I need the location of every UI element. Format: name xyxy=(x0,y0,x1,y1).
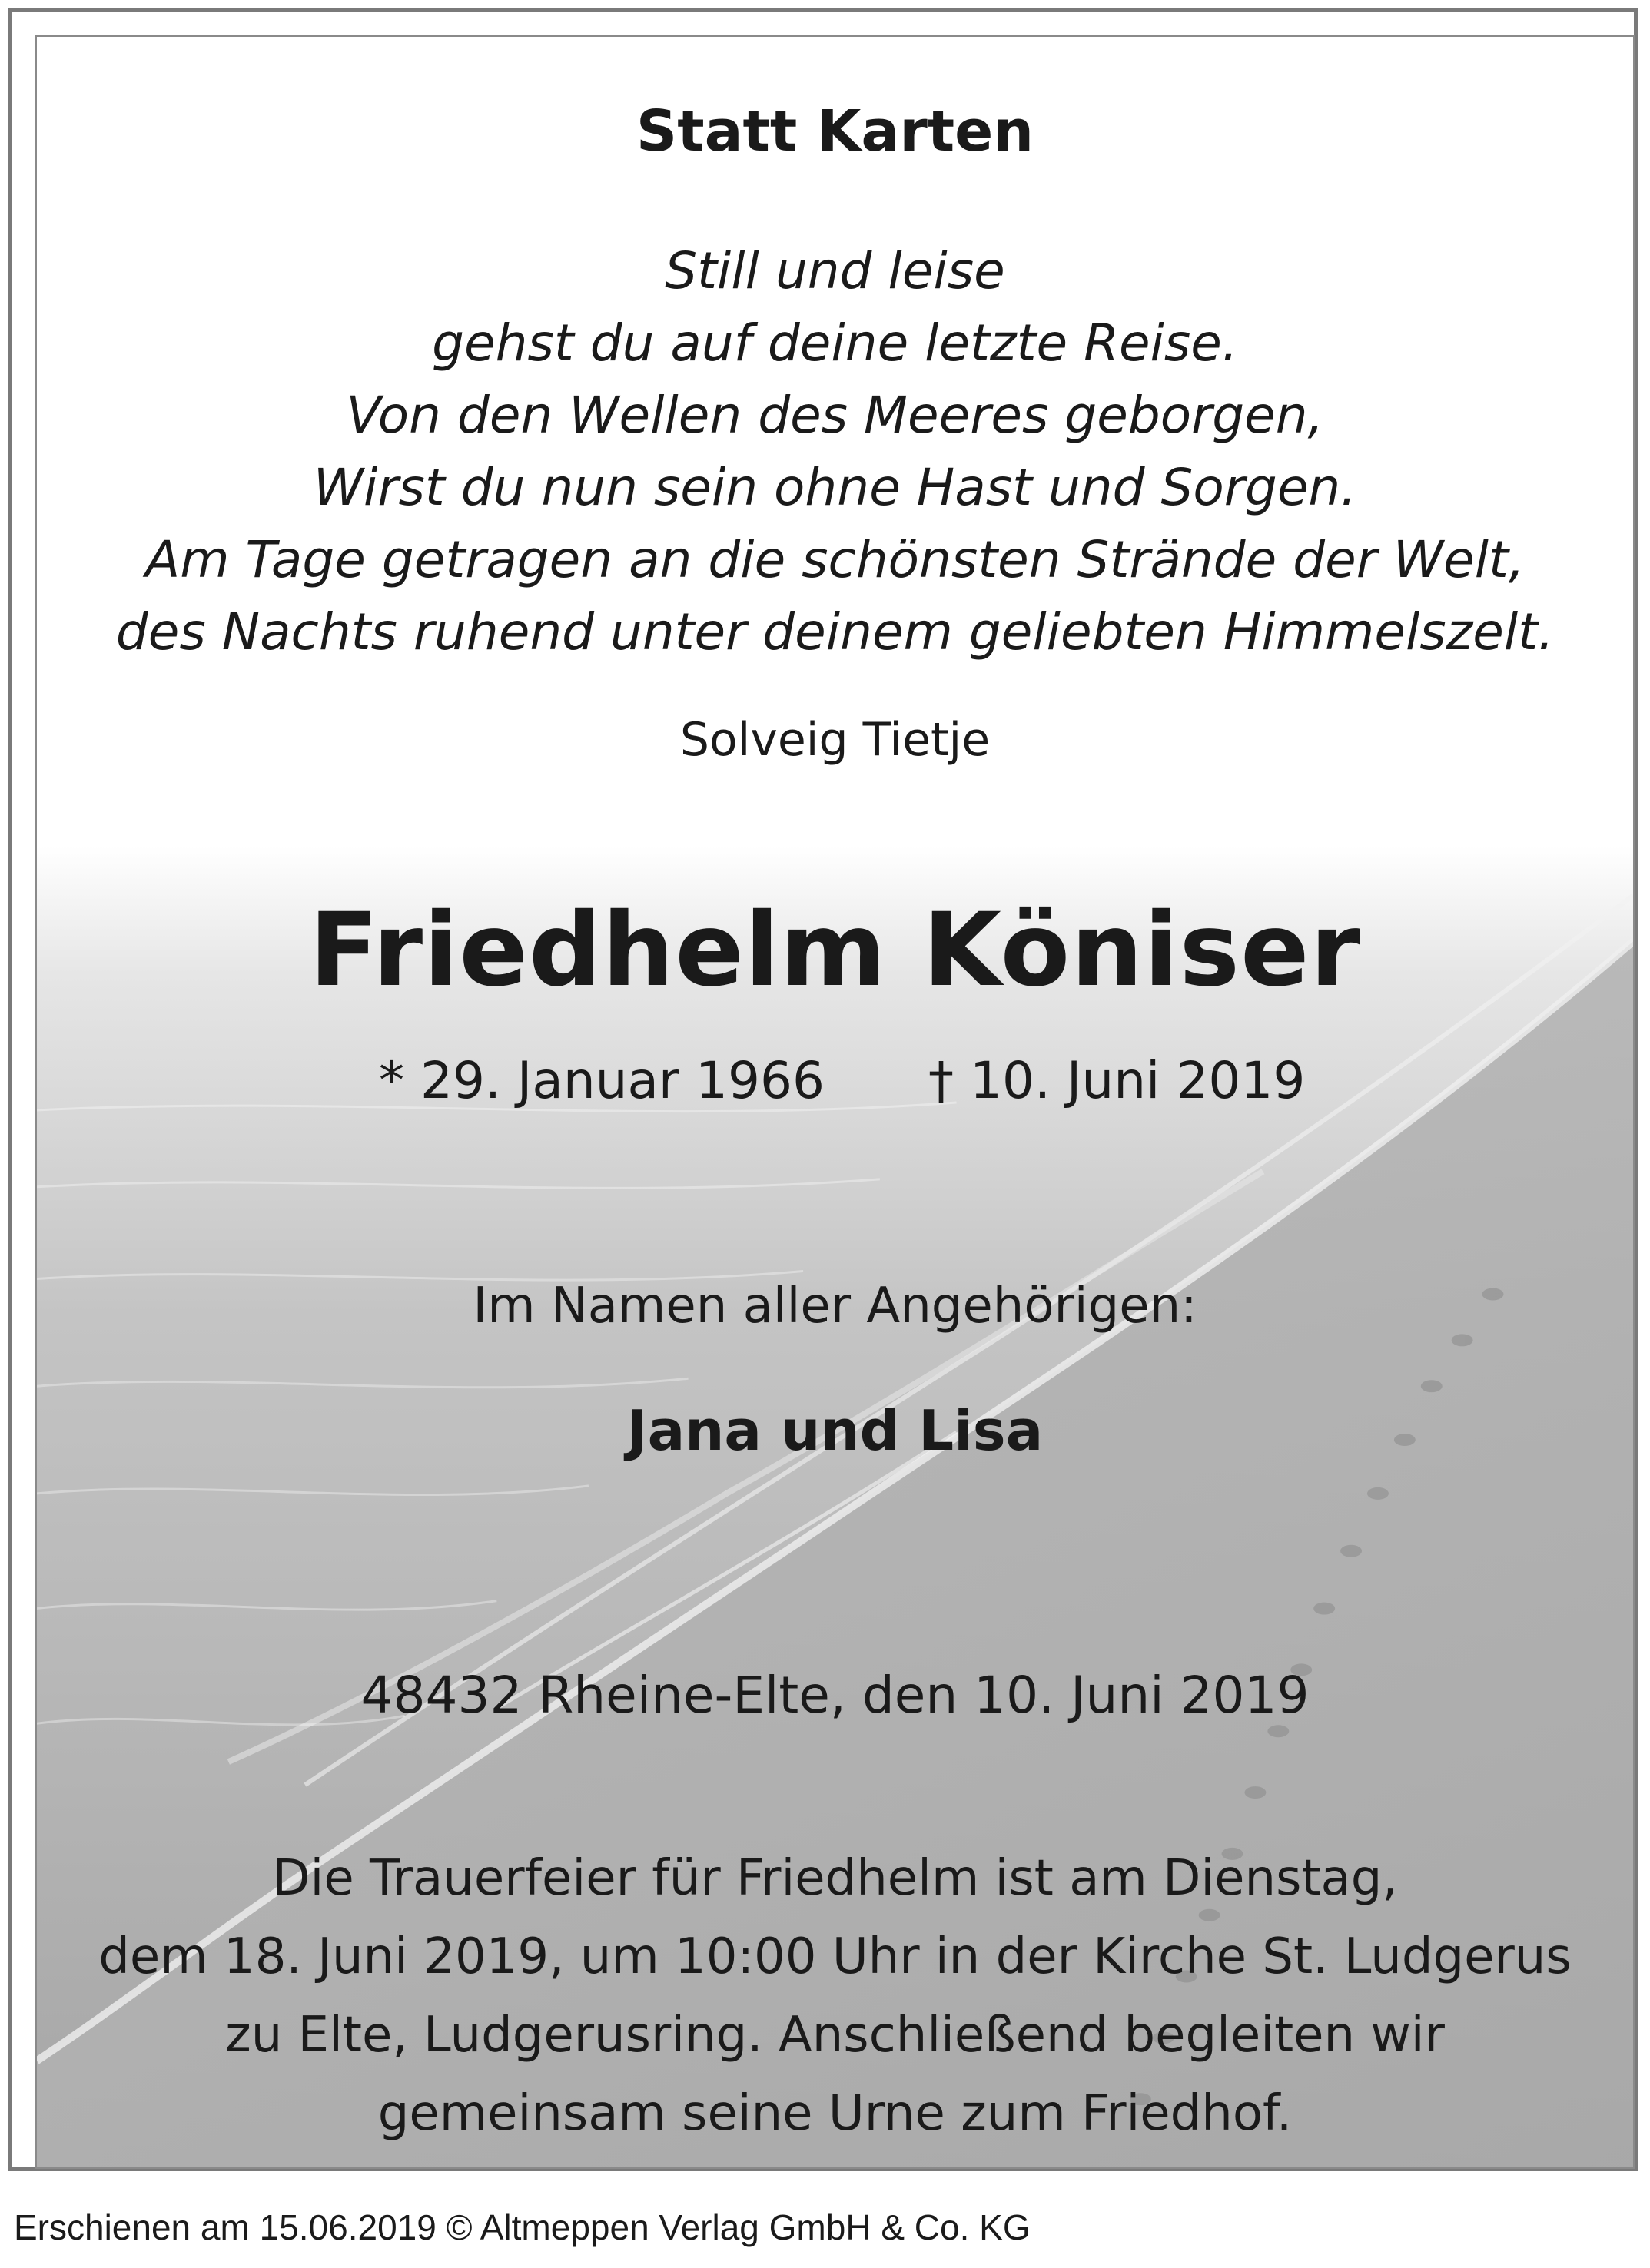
poem-line: des Nachts ruhend unter deinem geliebten Himmelszelt. xyxy=(115,602,1555,662)
notice-content xyxy=(37,37,1633,2167)
life-dates xyxy=(37,1051,1633,1120)
poem-line: gehst du auf deine letzte Reise. xyxy=(432,313,1238,373)
notice-heading: Statt Karten xyxy=(636,98,1034,164)
ceremony-line: dem 18. Juni 2019, um 10:00 Uhr in der Kirche St. Ludgerus xyxy=(98,1928,1572,1985)
ceremony-line: Die Trauerfeier für Friedhelm ist am Dienstag, xyxy=(272,1850,1398,1907)
ceremony-line: gemeinsam seine Urne zum Friedhof. xyxy=(377,2085,1293,2142)
notice-outer-frame xyxy=(8,8,1638,2171)
poem-line: Am Tage getragen an die schönsten Strände der Welt, xyxy=(145,530,1525,589)
poem-line: Von den Wellen des Meeres geborgen, xyxy=(346,386,1324,445)
poem-author: Solveig Tietje xyxy=(679,713,991,767)
ceremony-line: zu Elte, Ludgerusring. Anschließend begleiten wir xyxy=(225,2007,1445,2064)
publication-footer: Erschienen am 15.06.2019 © Altmeppen Verlag GmbH & Co. KG xyxy=(14,2207,1031,2247)
deceased-name: Friedhelm Köniser xyxy=(309,891,1361,1010)
poem xyxy=(37,235,1633,668)
on-behalf-label: Im Namen aller Angehörigen: xyxy=(473,1278,1197,1335)
place-date: 48432 Rheine-Elte, den 10. Juni 2019 xyxy=(360,1666,1310,1725)
notice-inner-frame xyxy=(35,35,1635,2169)
date-died: † 10. Juni 2019 xyxy=(928,1051,1306,1110)
signers: Jana und Lisa xyxy=(626,1398,1044,1463)
ceremony-info xyxy=(37,1839,1633,2153)
poem-line: Wirst du nun sein ohne Hast und Sorgen. xyxy=(313,458,1357,517)
poem-line: Still und leise xyxy=(665,241,1005,300)
date-born: * 29. Januar 1966 xyxy=(379,1051,825,1110)
